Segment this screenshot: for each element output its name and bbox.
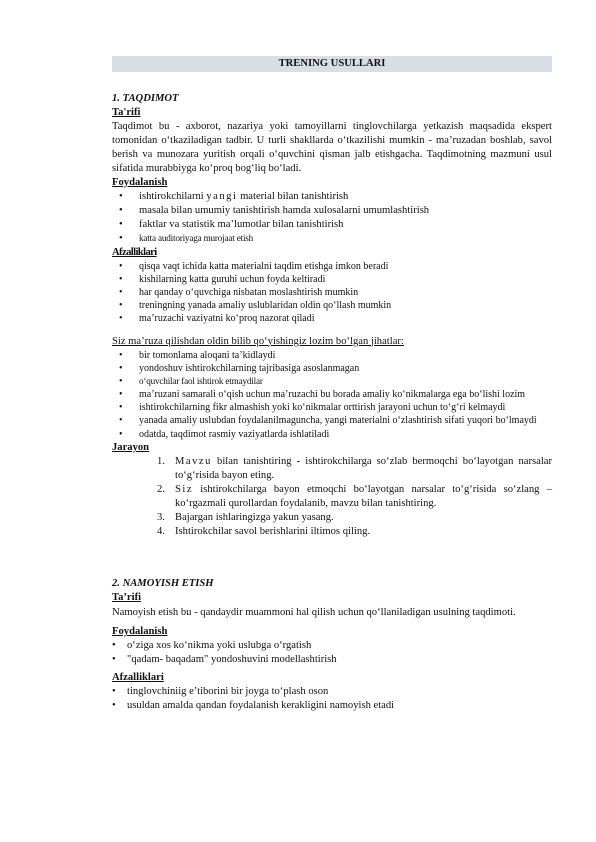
list-item: • ishtirokchilarning fikr almashish yoki ko‘nikmalar orttirish jarayoni uchun to‘g‘ri kelmaydi <box>112 401 552 414</box>
list-item: • kishilarning katta guruhi uchun foyda keltiradi <box>112 273 552 286</box>
section-2-usage-list <box>112 639 552 667</box>
section-1-advantages-list <box>112 260 552 326</box>
section-1-process-list <box>112 455 552 539</box>
section-2-heading: 2. NAMOYISH ETISH <box>112 577 214 589</box>
list-item: • katta auditoriyaga murojaat etish <box>112 232 552 246</box>
list-item: • tinglovchiniig e’tiborini bir joyga to‘plash oson <box>112 685 552 699</box>
list-item: • ma’ruzani samarali o‘qish uchun ma’ruzachi bu borada amaliy ko‘nikmalarga ega bo‘lishi lozim <box>112 388 552 401</box>
section-1-definition-label: Ta'rifi <box>112 106 141 118</box>
list-item: • faktlar va statistik ma’lumotlar bilan tanishtirish <box>112 218 552 232</box>
list-item: • yondoshuv ishtirokchilarning tajribasiga asoslanmagan <box>112 362 552 375</box>
list-item: • ma’ruzachi vaziyatni ko‘proq nazorat qiladi <box>112 312 552 325</box>
list-item: • usuldan amalda qandan foydalanish kerakligini namoyish etadi <box>112 699 552 713</box>
section-2-definition-label: Ta’rifi <box>112 591 142 603</box>
list-item: • o‘ziga xos ko‘nikma yoki uslubga o‘rgatish <box>112 639 552 653</box>
list-item: • qisqa vaqt ichida katta materialni taqdim etishga imkon beradi <box>112 260 552 273</box>
process-step: 4. Ishtirokchilar savol berishlarini iltimos qiling. <box>157 525 552 539</box>
list-item: • odatda, taqdimot rasmiy vaziyatlarda ishlatiladi <box>112 428 552 441</box>
section-1-advantages-label: Afzalliklari <box>112 246 157 258</box>
section-2-advantages-label: Afzalliklari <box>112 671 164 683</box>
process-step: 3. Bajargan ishlaringizga yakun yasang. <box>157 511 552 525</box>
section-2-advantages-list <box>112 685 552 713</box>
section-1-usage-label: Foydalanish <box>112 176 168 188</box>
list-item: • yanada amaliy uslubdan foydalanilmaguncha, yangi materialni o‘zlashtirish sifati yuqori bo‘lmaydi <box>112 414 552 427</box>
section-2-definition-text: Namoyish etish bu - qandaydir muammoni hal qilish uchun qo‘llaniladigan usulning taqdimoti. <box>112 606 516 618</box>
section-2-usage-label: Foydalanish <box>112 625 168 637</box>
list-item: • ishtirokchilarni yangi material bilan tanishtirish <box>112 190 552 204</box>
list-item: • o‘quvchilar faol ishtirok etmaydilar <box>112 375 552 388</box>
section-1-usage-list <box>112 190 552 246</box>
list-item: • treningning yanada amaliy uslublaridan oldin qo‘llash mumkin <box>112 299 552 312</box>
list-item: • bir tomonlama aloqani ta’kidlaydi <box>112 349 552 362</box>
list-item: • "qadam- baqadam" yondoshuvini modellashtirish <box>112 653 552 667</box>
process-step: 2. Siz ishtirokchilarga bayon etmoqchi bo‘layotgan narsalar to‘g‘risida so‘zlang – ko‘rgazmali qurollardan foydalanib, mavzu bilan tanishtiring. <box>157 483 552 511</box>
section-1-heading: 1. TAQDIMOT <box>112 92 179 104</box>
section-1-caution-heading: Siz ma’ruza qilishdan oldin bilib qo‘yishingiz lozim bo‘lgan jihatlar: <box>112 335 404 347</box>
section-1-definition-text: Taqdimot bu - axborot, nazariya yoki tamoyillarni tinglovchilarga yetkazish maqsadida ekspert tomonidan o‘tkaziladigan tadbir. U turli shakllarda o‘tkazilishi mumkin - ma’ruzadan boshlab, savol berish va munozara yuritish orqali o‘quvchini qisman jalb etishgacha. Taqdimotning mazmuni usul sifatida murabbiyga ko‘proq bog‘liq bo‘ladi. <box>112 120 552 174</box>
process-step: 1. Mavzu bilan tanishtiring - ishtirokchilarga so‘zlab bermoqchi bo‘layotgan narsalar to‘g‘risida bayon eting. <box>157 455 552 483</box>
document-title: TRENING USULLARI <box>112 56 552 72</box>
section-1-caution-list <box>112 349 552 441</box>
section-1-process-label: Jarayon <box>112 441 150 453</box>
section-spacer <box>112 539 552 563</box>
list-item: • har qanday o‘quvchiga nisbatan moslashtirish mumkin <box>112 286 552 299</box>
list-item: • masala bilan umumiy tanishtirish hamda xulosalarni umumlashtirish <box>112 204 552 218</box>
